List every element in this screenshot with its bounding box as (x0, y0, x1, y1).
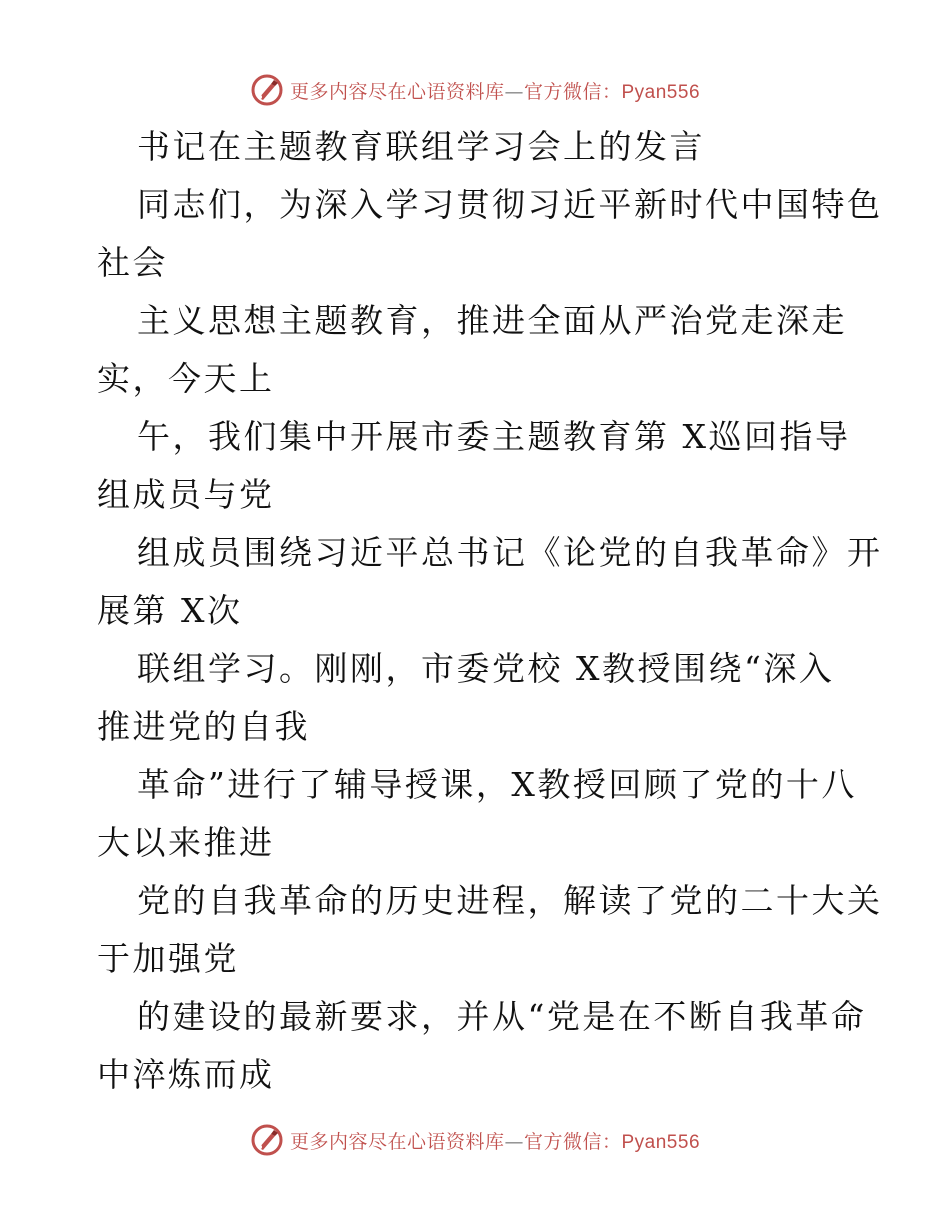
banner-suffix: 官方微信： (523, 80, 622, 103)
banner-text (290, 1127, 700, 1154)
banner-wechat-id: Pyan556 (621, 1131, 701, 1153)
text-line: 联组学习。刚刚，市委党校 X教授围绕“深入 (137, 649, 835, 688)
text-line: 的建设的最新要求，并从“党是在不断自我革命 (137, 997, 867, 1036)
banner-wechat-id: Pyan556 (621, 81, 701, 103)
banner-dash: — (504, 80, 524, 103)
banner-dash: — (504, 1130, 524, 1153)
pen-logo-icon (250, 1123, 284, 1157)
document-body (97, 118, 883, 1104)
text-line: 于加强党 (97, 939, 239, 978)
footer-banner (0, 1120, 950, 1160)
text-line: 革命”进行了辅导授课，X教授回顾了党的十八 (137, 765, 857, 804)
text-line: 推进党的自我 (97, 707, 310, 746)
banner-text (290, 77, 700, 104)
text-line: 社会 (97, 243, 168, 282)
text-line: 午，我们集中开展市委主题教育第 X巡回指导 (137, 417, 851, 456)
pen-logo-icon (250, 73, 284, 107)
text-line: 大以来推进 (97, 823, 275, 862)
text-line: 展第 X次 (97, 591, 243, 630)
text-line: 主义思想主题教育，推进全面从严治党走深走 (137, 301, 847, 340)
text-line: 书记在主题教育联组学习会上的发言 (137, 127, 705, 166)
banner-title: 更多内容尽在心语资料库 (289, 1130, 505, 1153)
text-line: 党的自我革命的历史进程，解读了党的二十大关 (137, 881, 883, 920)
banner-title: 更多内容尽在心语资料库 (289, 80, 505, 103)
text-line: 实，今天上 (97, 359, 275, 398)
text-line: 同志们，为深入学习贯彻习近平新时代中国特色 (137, 185, 883, 224)
text-line: 中淬炼而成 (97, 1055, 275, 1094)
text-line: 组成员与党 (97, 475, 275, 514)
header-banner (0, 70, 950, 110)
banner-suffix: 官方微信： (523, 1130, 622, 1153)
text-line: 组成员围绕习近平总书记《论党的自我革命》开 (137, 533, 883, 572)
